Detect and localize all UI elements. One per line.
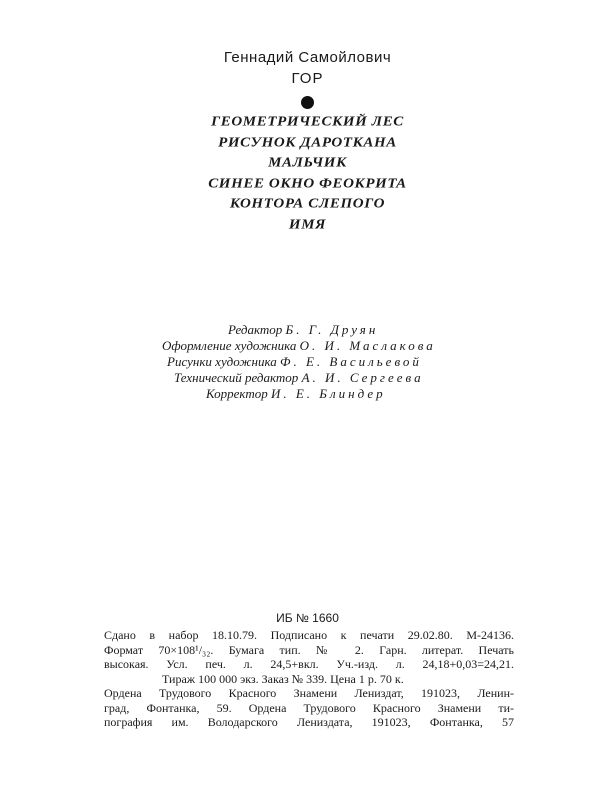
credit-role: Редактор bbox=[228, 322, 283, 337]
ib-number: ИБ № 1660 bbox=[276, 611, 339, 625]
imprint-line: Сдано в набор 18.10.79. Подписано к печати 29.02.80. М-24136. bbox=[104, 628, 514, 642]
credit-role: Технический редактор bbox=[174, 370, 299, 385]
title-item: ГЕОМЕТРИЧЕСКИЙ ЛЕС bbox=[211, 114, 404, 130]
credit-design bbox=[158, 338, 478, 354]
imprint-line: град, Фонтанка, 59. Ордена Трудового Красного Знамени ти- bbox=[104, 700, 514, 715]
publication-imprint bbox=[104, 628, 514, 730]
credit-tech-editor bbox=[158, 370, 478, 386]
credit-person: О. И. Маслакова bbox=[299, 338, 436, 353]
title-item: ИМЯ bbox=[288, 217, 327, 232]
credit-role: Корректор bbox=[206, 386, 268, 401]
credit-person: Ф. Е. Васильевой bbox=[279, 354, 422, 369]
title-item: СИНЕЕ ОКНО ФЕОКРИТА bbox=[208, 176, 407, 191]
credit-person: Б. Г. Друян bbox=[285, 322, 379, 337]
credit-role: Оформление художника bbox=[162, 338, 297, 353]
credit-drawings bbox=[158, 354, 478, 370]
title-item: РИСУНОК ДАРОТКАНА bbox=[218, 135, 397, 150]
credits-block bbox=[158, 322, 478, 402]
imprint-line: пография им. Володарского Лениздата, 191023, Фонтанка, 57 bbox=[104, 715, 514, 729]
credit-proofreader bbox=[158, 386, 478, 402]
credit-person: И. Е. Блиндер bbox=[270, 386, 386, 401]
bullet-dot-icon bbox=[301, 96, 314, 109]
credit-editor bbox=[158, 322, 478, 338]
imprint-line: Тираж 100 000 экз. Заказ № 339. Цена 1 р. 70 к. bbox=[162, 671, 404, 686]
author-surname: ГОР bbox=[291, 70, 324, 87]
imprint-line: высокая. Усл. печ. л. 24,5+вкл. Уч.-изд. л. 24,18+0,03=24,21. bbox=[104, 657, 514, 671]
author-name: Геннадий Самойлович bbox=[223, 49, 392, 66]
credit-role: Рисунки художника bbox=[167, 354, 277, 369]
title-item: КОНТОРА СЛЕПОГО bbox=[229, 196, 386, 212]
credit-person: А. И. Сергеева bbox=[301, 370, 424, 385]
imprint-line: Формат 70×108¹/₃₂. Бумага тип. № 2. Гарн. литерат. Печать bbox=[104, 642, 514, 657]
imprint-line: Ордена Трудового Красного Знамени Лениздат, 191023, Ленин- bbox=[104, 686, 514, 700]
title-item: МАЛЬЧИК bbox=[268, 155, 347, 171]
contents-title-list bbox=[0, 112, 615, 235]
